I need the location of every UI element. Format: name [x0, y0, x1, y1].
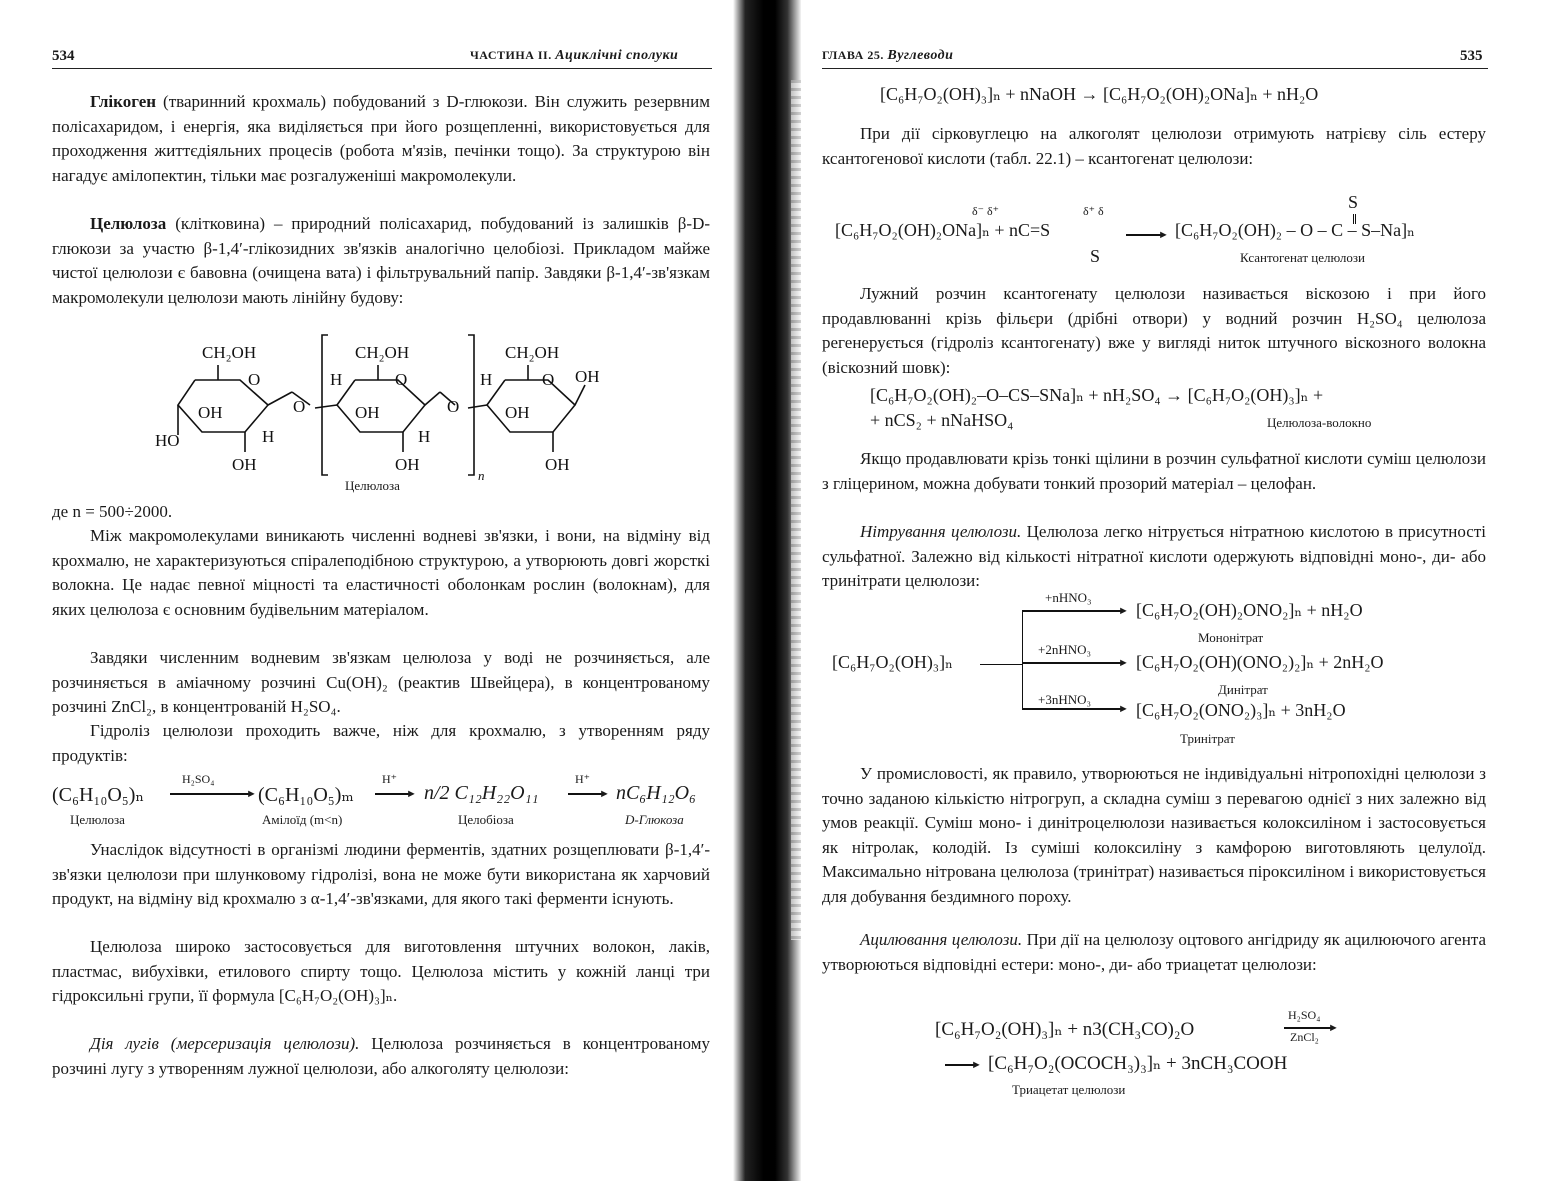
caption-cellobiose: Целобіоза [458, 812, 514, 827]
h-label: H [330, 370, 343, 389]
arrow-head: ► [599, 788, 610, 800]
arrow-head: ► [1118, 657, 1129, 669]
paragraph-xanthate: При дії сірковуглецю на алкоголят целюлози отримують натрієву сіль естеру ксантогенової кислоти (табл. 22.1) – ксантогенат целюлози: [822, 124, 1486, 168]
ch2oh-label: CH₂OH [355, 343, 410, 362]
arrow [568, 793, 603, 795]
sulfur-below: S [1090, 246, 1101, 266]
book-gutter [733, 0, 801, 1181]
product-dinitrate: [C₆H₇O₂(OH)(ONO₂)₂]ₙ + 2nH₂O [1136, 652, 1384, 672]
branch-line [1022, 610, 1023, 708]
paragraph-hydrolysis: Гідроліз целюлози проходить важче, ніж для крохмалю, з утворенням ряду продуктів: [52, 721, 710, 765]
reagent-h: H⁺ [575, 772, 590, 786]
product-mononitrate: [C₆H₇O₂(OH)₂ONO₂]ₙ + nH₂O [1136, 600, 1363, 620]
nitration-start: [C₆H₇O₂(OH)₃]ₙ [832, 652, 953, 672]
caption-cellulose: Целюлоза [70, 812, 125, 827]
right-page [800, 0, 1566, 1181]
paragraph-alkali [52, 1032, 710, 1081]
species-cellulose: (C₆H₁₀O₅)ₙ [52, 784, 145, 806]
xanthate-reactants: [C₆H₇O₂(OH)₂ONa]ₙ + nC=S [835, 220, 1051, 240]
arrow [1126, 234, 1162, 236]
acylation-products: [C₆H₇O₂(OCOCH₃)₃]ₙ + 3nCH₃COOH [988, 1053, 1288, 1074]
oh-label: OH [505, 403, 530, 422]
running-head-left [470, 48, 678, 64]
running-head-right [822, 48, 953, 64]
catalyst-h2so4: H₂SO₄ [1288, 1008, 1321, 1022]
caption-mononitrate: Мононітрат [1198, 630, 1264, 645]
h-label: H [418, 427, 431, 446]
arrow-head: ► [246, 788, 257, 800]
repeat-n-label: n [478, 468, 485, 483]
term-glycogen: Глікоген [90, 92, 157, 111]
species-cellobiose: n/2 C₁₂H₂₂O₁₁ [424, 782, 539, 804]
paragraph-cellophane: Якщо продавлювати крізь тонкі щілини в розчин сульфатної кислоти суміш целюлози з гліцерином, можна добувати тонкий прозорий матеріал – целофан. [822, 449, 1486, 493]
term-mercerization: Дія лугів (мерсеризація целюлози). [90, 1034, 360, 1053]
arrow [1022, 708, 1122, 710]
oh-label: OH [395, 455, 420, 474]
species-glucose: nC₆H₁₂O₆ [616, 782, 697, 804]
arrow [1022, 610, 1122, 612]
oh-label: OH [575, 367, 600, 386]
reagent-di: +2nHNO₃ [1038, 642, 1092, 657]
arrow-head: ► [1118, 703, 1129, 715]
paragraph-glycogen [52, 90, 710, 188]
reagent-h2so4: H₂SO₄ [182, 772, 215, 786]
paragraph-text: Целюлоза легко нітрується нітратною кислотою в присутності сульфатної. Залежно від кількості нітратної кислоти одержують відповідні моно-, ди- або тринітрати целюлози: [822, 522, 1487, 590]
term-nitration: Нітрування целюлози. [860, 522, 1022, 541]
paragraph-enzymes: Унаслідок відсутності в організмі людини ферментів, здатних розщеплювати β-1,4′-зв'язки целюлози при шлунковому гідролізі, вона не може бути використана як харчовий продукт, на відміну від крохмалю з α-1,4′-зв'язками, для якого такі ферменти існують. [52, 840, 710, 908]
oh-label: OH [545, 455, 570, 474]
paragraph-text: (клітковина) – природний полісахарид, побудований із залишків β-D-глюкози за участю β-1,4′-глікозидних зв'язків аналогічно целобіозі. Прикладом майже чистої целюлози є бавовна (очищена вата) і фільтрувальний папір. Завдяки β-1,4′-зв'язкам макромолекули целюлози мають лінійну будову: [52, 214, 711, 307]
equation-regeneration-1: [C₆H₇O₂(OH)₂–O–CS–SNa]ₙ + nH₂SO₄ → [C₆H₇O₂(OH)₃]ₙ + [870, 385, 1324, 405]
arrow [1022, 662, 1122, 664]
left-page [0, 0, 735, 1181]
bridge-oxygen-label: O [293, 397, 306, 416]
structure-caption: Целюлоза [345, 478, 400, 493]
paragraph-text: (тваринний крохмаль) побудований з D-глюкози. Він служить резервним полісахаридом, і енергія, яка виділяється при його розщепленні, використовується для проходження життєдіяльних процесів (робота м'язів, печінки тощо). За структурою він нагадує амілопектин, тільки має розгалуженіші макромолекули. [52, 92, 710, 185]
branch-line [980, 664, 1022, 665]
paragraph-viscose: Лужний розчин ксантогенату целюлози називається віскозою і при його продавлюванні крізь фільєри (дрібні отвори) у водний розчин H₂SO₄ целюлоза регенерується (гідроліз ксантогенату) вже у вигляді ниток штучного віскозного волокна (віскозний шовк): [822, 284, 1486, 377]
arrow-head: ► [971, 1059, 982, 1071]
running-head-title: Ациклічні сполуки [555, 48, 679, 63]
reagent-tri: +3nHNO₃ [1038, 692, 1092, 707]
bridge-oxygen-label: O [447, 397, 460, 416]
term-cellulose: Целюлоза [90, 214, 167, 233]
acylation-reactants: [C₆H₇O₂(OH)₃]ₙ + n3(CH₃CO)₂O [935, 1019, 1195, 1040]
product-trinitrate: [C₆H₇O₂(ONO₂)₃]ₙ + 3nH₂O [1136, 700, 1346, 720]
xanthate-caption: Ксантогенат целюлози [1240, 250, 1365, 265]
species-amyloid: (C₆H₁₀O₅)ₘ [258, 784, 354, 806]
ring-oxygen-label: O [248, 370, 261, 389]
h-label: H [480, 370, 493, 389]
header-rule [52, 68, 712, 69]
paragraph-text: При дії на целюлозу оцтового ангідриду як ацилюючого агента утворюються відповідні естери: моно-, ди- або триацетат целюлози: [822, 930, 1486, 974]
partial-charges-mid: δ⁺ δ [1083, 204, 1104, 218]
reagent-mono: +nHNO₃ [1045, 590, 1092, 605]
reagent-h: H⁺ [382, 772, 397, 786]
ch2oh-label: CH₂OH [505, 343, 560, 362]
arrow-head: ► [1328, 1022, 1339, 1034]
running-head-part: ГЛАВА 25. [822, 48, 884, 62]
ch2oh-label: CH₂OH [202, 343, 257, 362]
paragraph-text: Целюлоза розчиняється в концентрованому розчині лугу з утворенням лужної целюлози, або алкоголяту целюлози: [52, 1034, 710, 1078]
page-number-left: 534 [52, 48, 75, 64]
arrow-head: ► [1118, 605, 1129, 617]
ho-label: HO [155, 431, 180, 450]
sulfur-above: S [1348, 192, 1359, 212]
caption-trinitrate: Тринітрат [1180, 731, 1235, 746]
arrow-head: ► [1158, 229, 1169, 241]
arrow [1284, 1027, 1332, 1029]
oh-label: OH [355, 403, 380, 422]
catalyst-zncl2: ZnCl₂ [1290, 1030, 1319, 1044]
paragraph-nitration [822, 520, 1486, 594]
paragraph-hydrogen-bonds: Між макромолекулами виникають численні водневі зв'язки, і вони, на відміну від крохмалю, не характеризуються спіралеподібною структурою, а утворюють довгі жорсткі волокна. Це надає певної міцності та еластичності оболонкам рослин (волокнам), для яких целюлоза є основним будівельним матеріалом. [52, 526, 710, 619]
running-head-part: ЧАСТИНА II. [470, 48, 552, 62]
paragraph-applications: Целюлоза широко застосовується для виготовлення штучних волокон, лаків, пластмас, вибухівки, етилового спирту тощо. Целюлоза містить у кожній ланці три гідроксильні групи, її формула [C₆H₇O₂(OH)₃]ₙ. [52, 937, 710, 1005]
header-rule [822, 68, 1488, 69]
caption-glucose: D-Глюкоза [625, 812, 684, 827]
arrow-head: ► [406, 788, 417, 800]
oh-label: OH [198, 403, 223, 422]
equation-regeneration-2: + nCS₂ + nNaHSO₄ [870, 410, 1014, 430]
h-label: H [262, 427, 275, 446]
xanthate-product: [C₆H₇O₂(OH)₂ – O – C – S–Na]ₙ [1175, 220, 1415, 240]
arrow [170, 793, 250, 795]
n-range: де n = 500÷2000. [52, 502, 173, 521]
paragraph-acylation [822, 928, 1486, 977]
partial-charges-left: δ⁻ δ⁺ [972, 204, 999, 218]
regeneration-caption: Целюлоза-волокно [1267, 415, 1372, 430]
caption-dinitrate: Динітрат [1218, 682, 1268, 697]
term-acylation: Ацилювання целюлози. [860, 930, 1023, 949]
cellulose-structure [150, 330, 630, 495]
ring-oxygen-label: O [542, 370, 555, 389]
paragraph-industry: У промисловості, як правило, утворюються не індивідуальні нітропохідні целюлози з точно заданою кількістю нітрогруп, а складна суміш з перевагою однієї з них залежно від умов реакції. Суміш моно- і динітроцелюлози називається колоксиліном і застосовується як нітролак, колодій. Із суміші колоксиліну з камфорою виготовляють целулоїд. Максимально нітрована целюлоза (тринітрат) називається піроксиліном і використовується для добування бездимного пороху. [822, 764, 1486, 906]
oh-label: OH [232, 455, 257, 474]
acylation-caption: Триацетат целюлози [1012, 1082, 1126, 1097]
running-head-title: Вуглеводи [887, 48, 954, 63]
arrow [375, 793, 410, 795]
paragraph-solubility: Завдяки численним водневим зв'язкам целюлоза у воді не розчиняється, але розчиняється в аміачному розчині Cu(OH)₂ (реактив Швейцера), в концентрованому розчині ZnCl₂, в концентрованій H₂SO₄. [52, 648, 710, 716]
ring-oxygen-label: O [395, 370, 408, 389]
paragraph-cellulose [52, 212, 710, 310]
equation-alkoxide: [C₆H₇O₂(OH)₃]ₙ + nNaOH → [C₆H₇O₂(OH)₂ONa]ₙ + nH₂O [880, 84, 1319, 104]
caption-amyloid: Амілоїд (m<n) [262, 812, 343, 827]
page-number-right: 535 [1460, 48, 1483, 64]
